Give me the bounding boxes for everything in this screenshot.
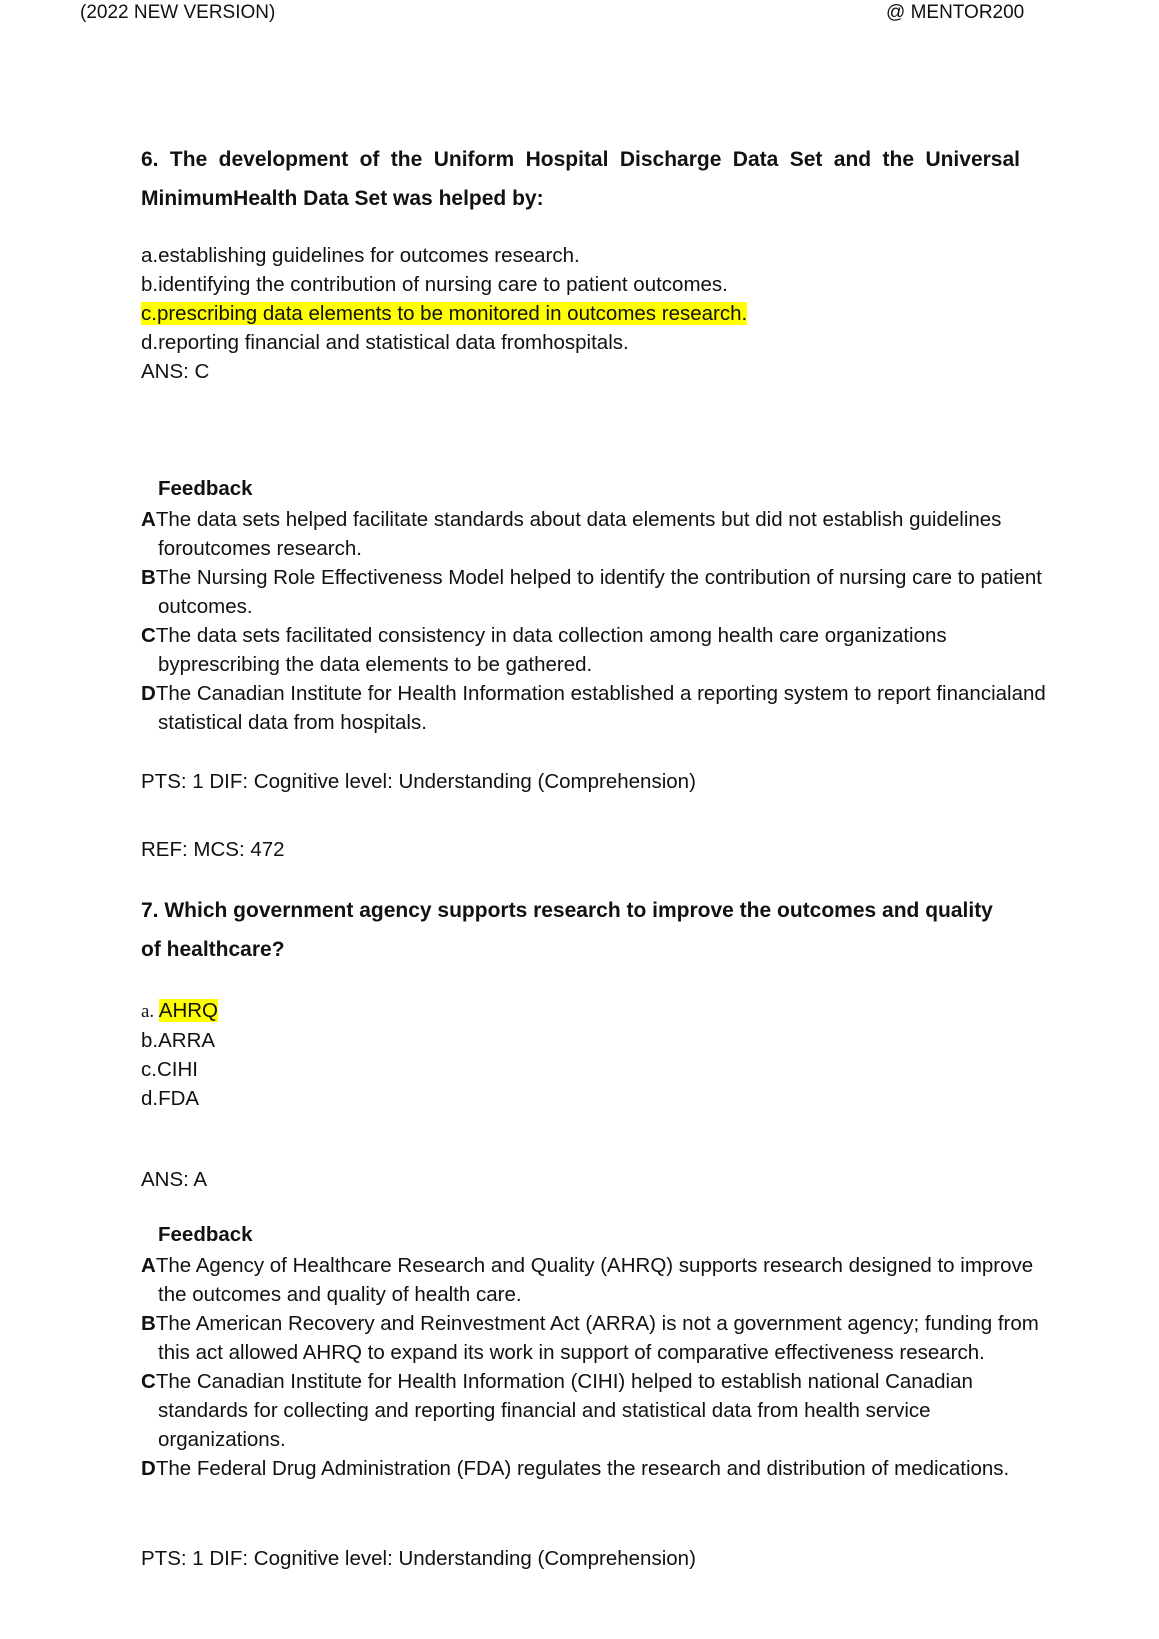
feedback-letter: C — [141, 1370, 156, 1393]
question-6-title — [141, 140, 1020, 218]
option-b: b.identifying the contribution of nursing care to patient outcomes. — [141, 273, 728, 296]
feedback-text: The Agency of Healthcare Research and Quality (AHRQ) supports research designed to improve the outcomes and quality of health care. — [155, 1254, 1034, 1306]
feedback-item — [141, 1454, 1061, 1483]
feedback-heading: Feedback — [158, 477, 253, 500]
highlighted-answer: c.prescribing data elements to be monitored in outcomes research. — [141, 302, 748, 325]
feedback-item — [141, 1251, 1061, 1309]
header-version: (2022 NEW VERSION) — [80, 2, 276, 23]
question-6-text: The development of the Uniform Hospital Discharge Data Set and the Universal MinimumHealth Data Set was helped by: — [141, 148, 1020, 210]
feedback-letter: A — [141, 1254, 156, 1277]
question-6-options — [141, 241, 767, 386]
option-c — [141, 299, 767, 328]
highlighted-answer: AHRQ — [158, 999, 218, 1022]
feedback-item — [141, 1367, 1061, 1454]
points-difficulty: PTS: 1 DIF: Cognitive level: Understanding (Comprehension) — [141, 1547, 696, 1570]
feedback-item — [141, 563, 1061, 621]
option-d: d.reporting financial and statistical data fromhospitals. — [141, 331, 629, 354]
question-7-number: 7. — [141, 899, 159, 922]
feedback-letter: D — [141, 682, 156, 705]
question-7-feedback — [141, 1251, 1061, 1483]
feedback-text: The Nursing Role Effectiveness Model helped to identify the contribution of nursing care to patient outcomes. — [155, 566, 1043, 618]
option-a: a.establishing guidelines for outcomes research. — [141, 244, 580, 267]
question-7-title — [141, 891, 993, 969]
option-b: b.ARRA — [141, 1029, 216, 1052]
feedback-letter: A — [141, 508, 156, 531]
feedback-item — [141, 679, 1061, 737]
feedback-text: The data sets helped facilitate standards about data elements but did not establish guidelines foroutcomes research. — [155, 508, 1002, 560]
option-a — [141, 996, 218, 1026]
question-7-text-line1: Which government agency supports research to improve the outcomes and quality — [164, 899, 993, 922]
feedback-item — [141, 1309, 1061, 1367]
feedback-text: The Canadian Institute for Health Information (CIHI) helped to establish national Canadian standards for collecting and reporting financial and statistical data from health service organizations. — [155, 1370, 973, 1451]
feedback-text: The data sets facilitated consistency in data collection among health care organizations byprescribing the data elements to be gathered. — [155, 624, 947, 676]
feedback-heading: Feedback — [158, 1223, 253, 1246]
feedback-text: The Canadian Institute for Health Information established a reporting system to report financialand statistical data from hospitals. — [155, 682, 1046, 734]
feedback-text: The American Recovery and Reinvestment Act (ARRA) is not a government agency; funding from this act allowed AHRQ to expand its work in support of comparative effectiveness research. — [155, 1312, 1039, 1364]
question-7-options — [141, 996, 218, 1113]
question-7-text-line2: of healthcare? — [141, 938, 285, 961]
question-6-feedback — [141, 505, 1061, 737]
points-difficulty: PTS: 1 DIF: Cognitive level: Understanding (Comprehension) — [141, 770, 696, 793]
reference: REF: MCS: 472 — [141, 838, 285, 861]
option-d: d.FDA — [141, 1087, 200, 1110]
feedback-letter: B — [141, 1312, 156, 1335]
answer-key: ANS: C — [141, 360, 210, 383]
header-author: @ MENTOR200 — [886, 2, 1025, 23]
option-c: c.CIHI — [141, 1058, 198, 1081]
feedback-text: The Federal Drug Administration (FDA) regulates the research and distribution of medications. — [155, 1457, 1010, 1480]
option-a-prefix: a. — [141, 1001, 155, 1022]
feedback-letter: D — [141, 1457, 156, 1480]
question-6-number: 6. — [141, 148, 159, 171]
feedback-item — [141, 505, 1061, 563]
feedback-item — [141, 621, 1061, 679]
feedback-letter: C — [141, 624, 156, 647]
feedback-letter: B — [141, 566, 156, 589]
answer-key: ANS: A — [141, 1168, 208, 1191]
